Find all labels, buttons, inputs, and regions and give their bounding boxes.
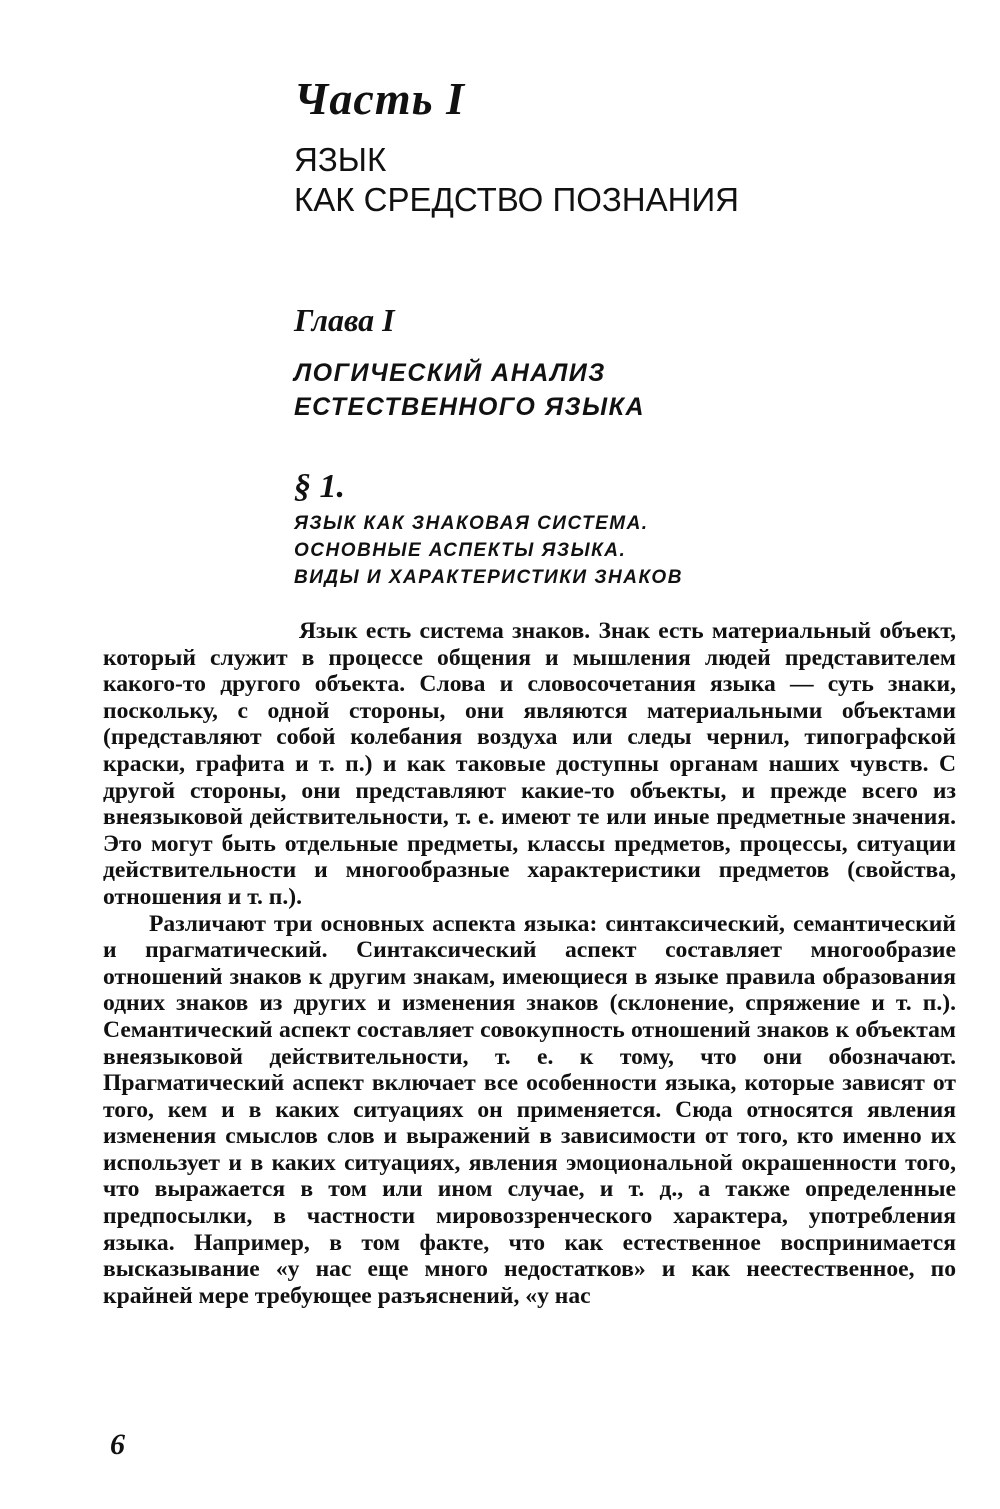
section-number: § 1. [294,468,345,505]
part-title: Часть I [294,73,466,124]
chapter-label: Глава I [294,302,395,338]
part-subtitle-line: КАК СРЕДСТВО ПОЗНАНИЯ [294,181,740,218]
paragraph: Язык есть система знаков. Знак есть материальный объект, который служит в процессе общения и мышления людей представителем какого-то другого объекта. Слова и словосочетания языка — суть знаки, поскольку, с одной стороны, они являются материальными объектами (представляют собой колебания воздуха или следы чернил, типографской краски, графита и т. п.) и как таковые доступны органам наших чувств. С другой стороны, они представляют какие-то объекты, и прежде всего из внеязыковой действительности, т. е. имеют те или иные предметные значения. Это могут быть отдельные предметы, классы предметов, процессы, ситуации действительности и многообразные характеристики предметов (свойства, отношения и т. п.). [103,618,956,910]
body-text [103,618,956,1309]
section-title-line: ЯЗЫК КАК ЗНАКОВАЯ СИСТЕМА. [294,513,649,534]
section-title-line: ВИДЫ И ХАРАКТЕРИСТИКИ ЗНАКОВ [294,567,683,588]
chapter-title-line: ЛОГИЧЕСКИЙ АНАЛИЗ [294,359,606,387]
chapter-title-line: ЕСТЕСТВЕННОГО ЯЗЫКА [294,393,645,421]
part-subtitle [294,140,739,220]
chapter-title [294,356,645,424]
section-title-line: ОСНОВНЫЕ АСПЕКТЫ ЯЗЫКА. [294,540,627,561]
section-title [294,510,683,591]
page-number: 6 [110,1428,125,1461]
paragraph: Различают три основных аспекта языка: синтаксический, семантический и прагматический. Синтаксический аспект составляет многообразие отношений знаков к другим знакам, имеющиеся в языке правила образования одних знаков из других и изменения знаков (склонение, спряжение и т. п.). Семантический аспект составляет совокупность отношений знаков к объектам внеязыковой действительности, т. е. к тому, что они обозначают. Прагматический аспект включает все особенности языка, которые зависят от того, кем и в каких ситуациях он применяется. Сюда относятся явления изменения смыслов слов и выражений в зависимости от того, кто именно их использует и в каких ситуациях, явления эмоциональной окрашенности того, что выражается в том или ином случае, и т. д., а также определенные предпосылки, в частности мировоззренческого характера, употребления языка. Например, в том факте, что как естественное воспринимается высказывание «у нас еще много недостатков» и как неестественное, по крайней мере требующее разъяснений, «у нас [103,910,956,1309]
part-subtitle-line: ЯЗЫК [294,141,387,178]
